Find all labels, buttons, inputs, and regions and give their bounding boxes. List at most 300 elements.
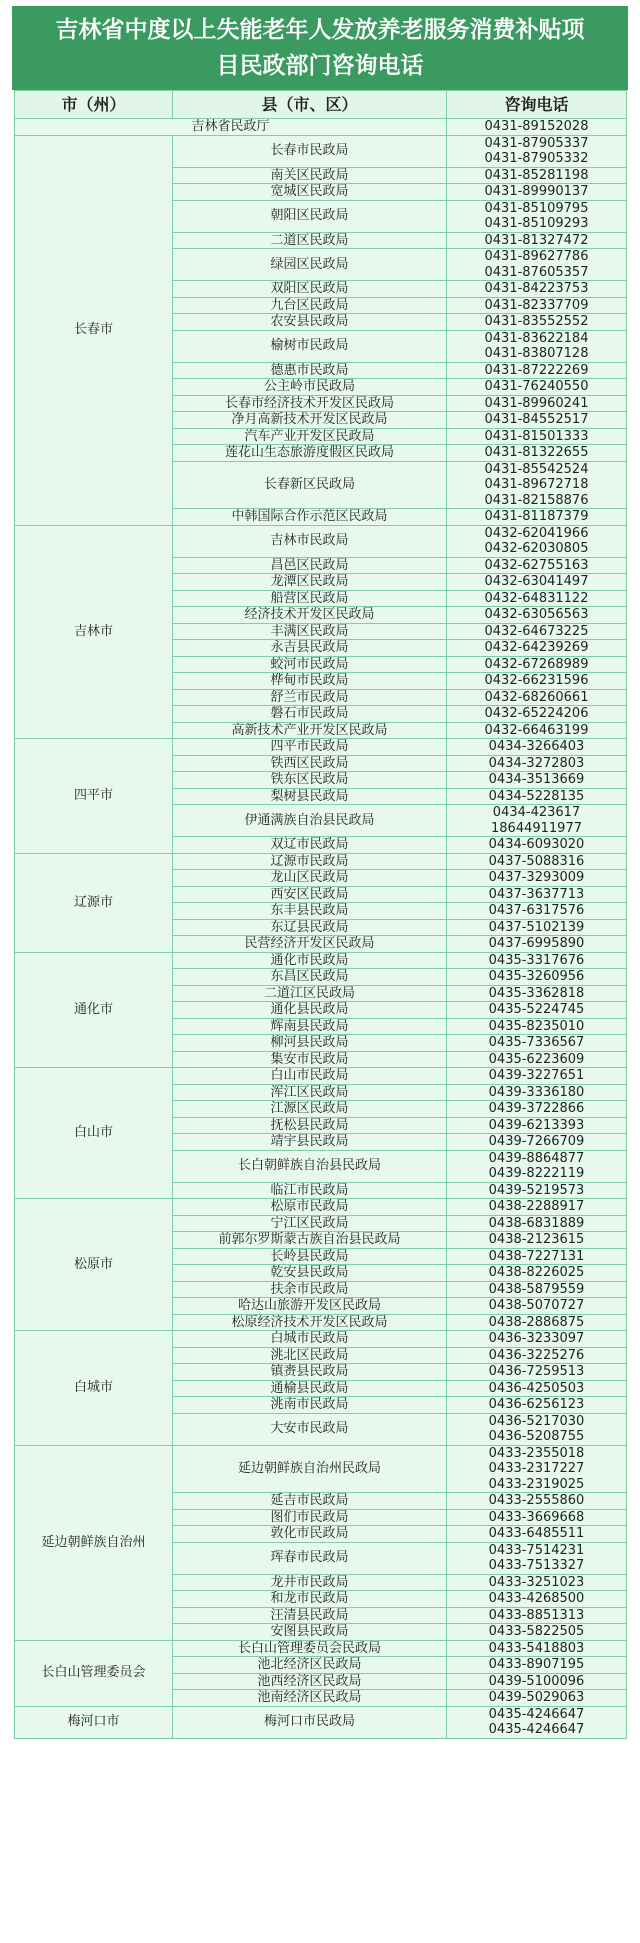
- phone-number: 0431-85281198: [484, 167, 589, 183]
- phone-number: 0436-5217030: [488, 1413, 585, 1429]
- phone-number: 0431-81501333: [484, 428, 589, 444]
- county-cell: 池南经济区民政局: [173, 1690, 447, 1707]
- county-cell: 铁西区民政局: [173, 755, 447, 772]
- county-cell: 龙山区民政局: [173, 870, 447, 887]
- county-cell: 磐石市民政局: [173, 706, 447, 723]
- county-cell: 集安市民政局: [173, 1051, 447, 1068]
- phone-number: 0433-2317227: [488, 1461, 585, 1476]
- table-row: [15, 952, 627, 969]
- county-cell: 长春新区民政局: [173, 461, 447, 509]
- phone-number: 0438-5070727: [488, 1298, 585, 1313]
- county-cell: 桦甸市民政局: [173, 673, 447, 690]
- title-line-2: 目民政部门咨询电话: [216, 53, 424, 79]
- city-cell: 长白山管理委员会: [15, 1640, 173, 1706]
- county-cell: 汪清县民政局: [173, 1607, 447, 1624]
- province-row: [15, 119, 627, 136]
- phone-cell: [447, 772, 627, 789]
- phone-cell: [447, 135, 627, 167]
- phone-number: 0439-5100096: [488, 1673, 585, 1689]
- county-cell: 经济技术开发区民政局: [173, 607, 447, 624]
- phone-number: 0431-82158876: [484, 492, 589, 508]
- phone-cell: [447, 1084, 627, 1101]
- phone-cell: [447, 722, 627, 739]
- phone-cell: [447, 461, 627, 509]
- county-cell: 通化市民政局: [173, 952, 447, 969]
- phone-cell: [447, 623, 627, 640]
- phone-number: 0436-3233097: [488, 1331, 585, 1346]
- county-cell: 珲春市民政局: [173, 1542, 447, 1574]
- phone-cell: [447, 1607, 627, 1624]
- phone-number: 0431-89960241: [484, 395, 589, 411]
- county-cell: 通榆县民政局: [173, 1380, 447, 1397]
- phone-number: 0433-6485511: [488, 1526, 585, 1541]
- county-cell: 靖宇县民政局: [173, 1134, 447, 1151]
- phone-number: 0439-7266709: [488, 1134, 585, 1149]
- county-cell: 宁江区民政局: [173, 1215, 447, 1232]
- county-cell: 洮南市民政局: [173, 1397, 447, 1414]
- phone-number: 0432-62755163: [484, 557, 589, 573]
- phone-cell: [447, 525, 627, 557]
- county-cell: 通化县民政局: [173, 1002, 447, 1019]
- phone-cell: [447, 281, 627, 298]
- phone-cell: [447, 1150, 627, 1182]
- phone-number: 0435-4246647: [488, 1706, 585, 1722]
- county-cell: 松原经济技术开发区民政局: [173, 1314, 447, 1331]
- county-cell: 朝阳区民政局: [173, 200, 447, 232]
- county-cell: 辉南县民政局: [173, 1018, 447, 1035]
- county-cell: 舒兰市民政局: [173, 689, 447, 706]
- county-cell: 东昌区民政局: [173, 969, 447, 986]
- phone-cell: [447, 1035, 627, 1052]
- phone-number: 0433-2319025: [488, 1476, 585, 1492]
- phone-cell: [447, 1380, 627, 1397]
- phone-number: 0431-76240550: [484, 379, 589, 394]
- city-cell: 白城市: [15, 1331, 173, 1446]
- province-name: 吉林省民政厅: [15, 119, 447, 136]
- county-cell: 西安区民政局: [173, 886, 447, 903]
- phone-number: 0438-2886875: [488, 1314, 585, 1330]
- phone-cell: [447, 1690, 627, 1707]
- county-cell: 白城市民政局: [173, 1331, 447, 1348]
- phone-number: 0433-2355018: [488, 1445, 585, 1461]
- header-phone: 咨询电话: [447, 91, 627, 119]
- phone-number: 0431-84552517: [484, 412, 589, 427]
- phone-number: 0433-2555860: [488, 1493, 585, 1508]
- phone-number: 0431-89627786: [484, 249, 589, 264]
- phone-number: 0439-8864877: [488, 1150, 585, 1166]
- county-cell: 洮北区民政局: [173, 1347, 447, 1364]
- phone-number: 0431-87222269: [484, 362, 589, 378]
- phone-number: 0431-85109293: [484, 216, 589, 231]
- phone-number: 0433-5418803: [488, 1640, 585, 1656]
- title-line-1: 吉林省中度以上失能老年人发放养老服务消费补贴项: [55, 17, 585, 43]
- phone-number: 0438-6831889: [488, 1215, 585, 1231]
- county-cell: 长岭县民政局: [173, 1248, 447, 1265]
- phone-number: 0432-63041497: [484, 574, 589, 589]
- phone-number: 0438-2123615: [488, 1232, 585, 1247]
- phone-cell: [447, 1347, 627, 1364]
- county-cell: 昌邑区民政局: [173, 557, 447, 574]
- phone-number: 0431-83622184: [484, 330, 589, 346]
- phone-number: 0439-5219573: [488, 1182, 585, 1198]
- province-phone: 0431-89152028: [447, 119, 627, 136]
- phone-number: 0431-87605357: [484, 264, 589, 280]
- phone-cell: [447, 689, 627, 706]
- table-row: [15, 1640, 627, 1657]
- phone-number: 0432-66463199: [484, 722, 589, 738]
- phone-number: 0439-5029063: [488, 1690, 585, 1705]
- county-cell: 池北经济区民政局: [173, 1657, 447, 1674]
- phone-number: 0431-81322655: [484, 445, 589, 460]
- phone-number: 0432-67268989: [484, 656, 589, 672]
- phone-number: 0437-6317576: [488, 903, 585, 918]
- table-row: [15, 1331, 627, 1348]
- phone-cell: [447, 903, 627, 920]
- phone-number: 0433-3669668: [488, 1509, 585, 1525]
- phone-cell: [447, 1624, 627, 1641]
- phone-cell: [447, 936, 627, 953]
- phone-number: 0433-7513327: [488, 1558, 585, 1573]
- phone-number: 0432-66231596: [484, 673, 589, 688]
- phone-cell: [447, 969, 627, 986]
- phone-number: 0432-64831122: [484, 590, 589, 606]
- city-cell: 松原市: [15, 1199, 173, 1331]
- county-cell: 图们市民政局: [173, 1509, 447, 1526]
- phone-number: 0437-5088316: [488, 853, 585, 869]
- phone-cell: [447, 395, 627, 412]
- phone-cell: [447, 739, 627, 756]
- phone-cell: [447, 428, 627, 445]
- county-cell: 松原市民政局: [173, 1199, 447, 1216]
- phone-number: 0438-5879559: [488, 1281, 585, 1297]
- phone-cell: [447, 184, 627, 201]
- phone-number: 0439-3722866: [488, 1101, 585, 1116]
- table-row: [15, 525, 627, 557]
- phone-number: 0439-8222119: [488, 1166, 585, 1181]
- phone-number: 0437-5102139: [488, 919, 585, 935]
- phone-number: 0437-3637713: [488, 886, 585, 902]
- county-cell: 绿园区民政局: [173, 249, 447, 281]
- phone-cell: [447, 1706, 627, 1738]
- county-cell: 扶余市民政局: [173, 1281, 447, 1298]
- phone-cell: [447, 1413, 627, 1445]
- header-row: [15, 91, 627, 119]
- phone-number: 0434-5228135: [488, 788, 585, 804]
- county-cell: 东辽县民政局: [173, 919, 447, 936]
- county-cell: 铁东区民政局: [173, 772, 447, 789]
- phone-number: 0433-7514231: [488, 1542, 585, 1558]
- county-cell: 德惠市民政局: [173, 362, 447, 379]
- phone-cell: [447, 509, 627, 526]
- phone-cell: [447, 952, 627, 969]
- phone-cell: [447, 1314, 627, 1331]
- phone-cell: [447, 673, 627, 690]
- phone-cell: [447, 985, 627, 1002]
- header-city: 市（州）: [15, 91, 173, 119]
- phone-number: 0433-5822505: [488, 1624, 585, 1639]
- phone-number: 0431-89672718: [484, 477, 589, 492]
- phone-cell: [447, 1117, 627, 1134]
- phone-number: 0431-89990137: [484, 184, 589, 199]
- county-cell: 镇赉县民政局: [173, 1364, 447, 1381]
- phone-number: 0439-3336180: [488, 1084, 585, 1100]
- phone-number: 0435-6223609: [488, 1051, 585, 1067]
- phone-cell: [447, 1002, 627, 1019]
- county-cell: 长春市经济技术开发区民政局: [173, 395, 447, 412]
- table-body: [15, 119, 627, 1739]
- phone-cell: [447, 1134, 627, 1151]
- phone-cell: [447, 1640, 627, 1657]
- phone-cell: [447, 1574, 627, 1591]
- phone-number: 0433-8907195: [488, 1657, 585, 1672]
- phone-number: 0431-87905337: [484, 135, 589, 151]
- county-cell: 吉林市民政局: [173, 525, 447, 557]
- phone-cell: [447, 297, 627, 314]
- county-cell: 抚松县民政局: [173, 1117, 447, 1134]
- phone-number: 0432-64239269: [484, 640, 589, 655]
- phone-cell: [447, 1397, 627, 1414]
- county-cell: 中韩国际合作示范区民政局: [173, 509, 447, 526]
- phone-number: 0431-81327472: [484, 232, 589, 248]
- city-cell: 梅河口市: [15, 1706, 173, 1738]
- county-cell: 柳河县民政局: [173, 1035, 447, 1052]
- title-banner: [12, 6, 628, 90]
- phone-cell: [447, 200, 627, 232]
- phone-cell: [447, 167, 627, 184]
- county-cell: 敦化市民政局: [173, 1526, 447, 1543]
- table-row: [15, 1068, 627, 1085]
- county-cell: 双辽市民政局: [173, 837, 447, 854]
- phone-number: 0434-423617: [492, 805, 581, 820]
- county-cell: 榆树市民政局: [173, 330, 447, 362]
- city-cell: 吉林市: [15, 525, 173, 739]
- county-cell: 龙井市民政局: [173, 1574, 447, 1591]
- county-cell: 梅河口市民政局: [173, 1706, 447, 1738]
- phone-number: 0435-3317676: [488, 952, 585, 968]
- county-cell: 白山市民政局: [173, 1068, 447, 1085]
- phone-number: 0438-8226025: [488, 1265, 585, 1280]
- phone-number: 0434-3266403: [488, 739, 585, 754]
- phone-cell: [447, 1542, 627, 1574]
- county-cell: 东丰县民政局: [173, 903, 447, 920]
- county-cell: 浑江区民政局: [173, 1084, 447, 1101]
- phone-number: 0434-3272803: [488, 755, 585, 771]
- phone-number: 0432-65224206: [484, 706, 589, 721]
- county-cell: 九台区民政局: [173, 297, 447, 314]
- table-row: [15, 1445, 627, 1493]
- city-cell: 通化市: [15, 952, 173, 1068]
- phone-cell: [447, 656, 627, 673]
- phone-number: 0431-83552552: [484, 314, 589, 329]
- county-cell: 南关区民政局: [173, 167, 447, 184]
- phone-number: 0437-6995890: [488, 936, 585, 951]
- phone-number: 0435-4246647: [488, 1722, 585, 1737]
- phone-cell: [447, 1331, 627, 1348]
- phone-number: 0434-6093020: [488, 837, 585, 852]
- phone-number: 0431-85542524: [484, 461, 589, 477]
- phone-number: 0435-5224745: [488, 1002, 585, 1017]
- phone-cell: [447, 886, 627, 903]
- phone-number: 0436-7259513: [488, 1364, 585, 1379]
- county-cell: 龙潭区民政局: [173, 574, 447, 591]
- phone-number: 0432-68260661: [484, 689, 589, 705]
- phone-number: 0431-81187379: [484, 509, 589, 524]
- phone-cell: [447, 1673, 627, 1690]
- county-cell: 高新技术产业开发区民政局: [173, 722, 447, 739]
- county-cell: 乾安县民政局: [173, 1265, 447, 1282]
- phone-cell: [447, 1265, 627, 1282]
- county-cell: 辽源市民政局: [173, 853, 447, 870]
- phone-cell: [447, 1051, 627, 1068]
- county-cell: 永吉县民政局: [173, 640, 447, 657]
- phone-number: 0439-6213393: [488, 1117, 585, 1133]
- phone-cell: [447, 870, 627, 887]
- phone-cell: [447, 314, 627, 331]
- county-cell: 江源区民政局: [173, 1101, 447, 1118]
- phone-number: 0432-63056563: [484, 607, 589, 622]
- phone-cell: [447, 412, 627, 429]
- county-cell: 前郭尔罗斯蒙古族自治县民政局: [173, 1232, 447, 1249]
- table-row: [15, 135, 627, 167]
- phone-number: 0435-3260956: [488, 969, 585, 984]
- phone-cell: [447, 837, 627, 854]
- county-cell: 延吉市民政局: [173, 1493, 447, 1510]
- phone-number: 0432-62030805: [484, 541, 589, 556]
- table-row: [15, 853, 627, 870]
- phone-number: 0433-4268500: [488, 1591, 585, 1606]
- phone-cell: [447, 805, 627, 837]
- phone-number: 0433-3251023: [488, 1574, 585, 1590]
- phone-cell: [447, 590, 627, 607]
- county-cell: 丰满区民政局: [173, 623, 447, 640]
- county-cell: 民营经济开发区民政局: [173, 936, 447, 953]
- county-cell: 长春市民政局: [173, 135, 447, 167]
- phone-cell: [447, 1248, 627, 1265]
- phone-cell: [447, 853, 627, 870]
- city-cell: 辽源市: [15, 853, 173, 952]
- county-cell: 公主岭市民政局: [173, 379, 447, 396]
- phone-cell: [447, 330, 627, 362]
- phone-cell: [447, 574, 627, 591]
- county-cell: 二道江区民政局: [173, 985, 447, 1002]
- phone-number: 0431-83807128: [484, 346, 589, 361]
- phone-cell: [447, 232, 627, 249]
- county-cell: 长白朝鲜族自治县民政局: [173, 1150, 447, 1182]
- phone-number: 0437-3293009: [488, 870, 585, 885]
- county-cell: 汽车产业开发区民政局: [173, 428, 447, 445]
- phone-cell: [447, 1657, 627, 1674]
- county-cell: 伊通满族自治县民政局: [173, 805, 447, 837]
- city-cell: 白山市: [15, 1068, 173, 1199]
- phone-number: 0439-3227651: [488, 1068, 585, 1083]
- phone-cell: [447, 1526, 627, 1543]
- county-cell: 宽城区民政局: [173, 184, 447, 201]
- phone-number: 0431-82337709: [484, 297, 589, 313]
- county-cell: 延边朝鲜族自治州民政局: [173, 1445, 447, 1493]
- phone-cell: [447, 1199, 627, 1216]
- phone-number: 0436-5208755: [488, 1429, 585, 1444]
- city-cell: 四平市: [15, 739, 173, 854]
- phone-number: 0438-7227131: [488, 1248, 585, 1264]
- phone-cell: [447, 1298, 627, 1315]
- phone-cell: [447, 557, 627, 574]
- table-row: [15, 1199, 627, 1216]
- phone-number: 0435-3362818: [488, 985, 585, 1001]
- phone-cell: [447, 1068, 627, 1085]
- county-cell: 双阳区民政局: [173, 281, 447, 298]
- phone-number: 0432-64673225: [484, 623, 589, 639]
- phone-number: 0431-85109795: [484, 200, 589, 216]
- phone-number: 0434-3513669: [488, 772, 585, 787]
- county-cell: 二道区民政局: [173, 232, 447, 249]
- phone-cell: [447, 445, 627, 462]
- county-cell: 大安市民政局: [173, 1413, 447, 1445]
- phone-cell: [447, 1182, 627, 1199]
- phone-cell: [447, 788, 627, 805]
- city-cell: 延边朝鲜族自治州: [15, 1445, 173, 1640]
- phone-number: 18644911977: [491, 820, 582, 836]
- county-cell: 农安县民政局: [173, 314, 447, 331]
- phone-cell: [447, 1493, 627, 1510]
- city-cell: 长春市: [15, 135, 173, 525]
- phone-number: 0436-3225276: [488, 1347, 585, 1363]
- phone-cell: [447, 640, 627, 657]
- phone-cell: [447, 607, 627, 624]
- phone-cell: [447, 1509, 627, 1526]
- county-cell: 和龙市民政局: [173, 1591, 447, 1608]
- county-cell: 四平市民政局: [173, 739, 447, 756]
- phone-cell: [447, 1232, 627, 1249]
- phone-cell: [447, 1215, 627, 1232]
- phone-cell: [447, 1364, 627, 1381]
- phone-cell: [447, 362, 627, 379]
- phone-number: 0436-6256123: [488, 1397, 585, 1412]
- phone-cell: [447, 379, 627, 396]
- county-cell: 净月高新技术开发区民政局: [173, 412, 447, 429]
- table-row: [15, 739, 627, 756]
- phone-cell: [447, 706, 627, 723]
- phone-cell: [447, 1018, 627, 1035]
- county-cell: 长白山管理委员会民政局: [173, 1640, 447, 1657]
- phone-number: 0432-62041966: [484, 525, 589, 541]
- county-cell: 莲花山生态旅游度假区民政局: [173, 445, 447, 462]
- county-cell: 梨树县民政局: [173, 788, 447, 805]
- phone-cell: [447, 249, 627, 281]
- phone-number: 0431-84223753: [484, 281, 589, 296]
- phone-cell: [447, 1281, 627, 1298]
- phone-number: 0435-7336567: [488, 1035, 585, 1050]
- county-cell: 船营区民政局: [173, 590, 447, 607]
- county-cell: 哈达山旅游开发区民政局: [173, 1298, 447, 1315]
- county-cell: 池西经济区民政局: [173, 1673, 447, 1690]
- county-cell: 蛟河市民政局: [173, 656, 447, 673]
- header-county: 县（市、区）: [173, 91, 447, 119]
- phone-number: 0431-87905332: [484, 151, 589, 166]
- phone-cell: [447, 755, 627, 772]
- phone-number: 0433-8851313: [488, 1607, 585, 1623]
- contact-table: [14, 90, 627, 1739]
- phone-number: 0436-4250503: [488, 1380, 585, 1396]
- phone-cell: [447, 1591, 627, 1608]
- phone-number: 0435-8235010: [488, 1018, 585, 1034]
- table-row: [15, 1706, 627, 1738]
- phone-number: 0438-2288917: [488, 1199, 585, 1214]
- phone-cell: [447, 1101, 627, 1118]
- county-cell: 临江市民政局: [173, 1182, 447, 1199]
- phone-cell: [447, 1445, 627, 1493]
- phone-cell: [447, 919, 627, 936]
- county-cell: 安图县民政局: [173, 1624, 447, 1641]
